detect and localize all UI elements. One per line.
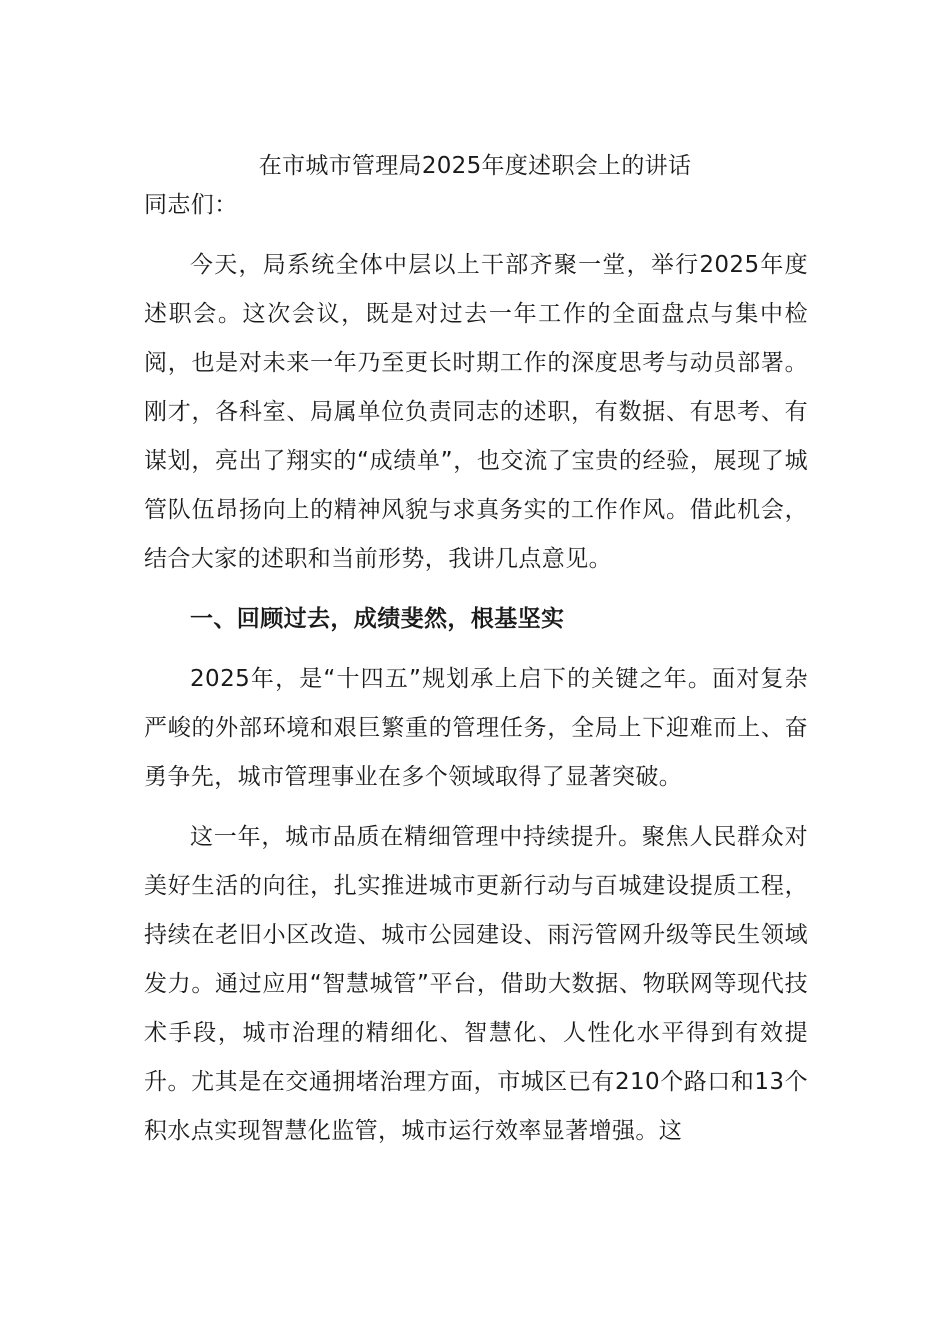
section-heading: 一、回顾过去，成绩斐然，根基坚实 — [190, 606, 565, 632]
section-paragraph: 2025年，是“十四五”规划承上启下的关键之年。面对复杂严峻的外部环境和艰巨繁重的管理任务，全局上下迎难而上、奋勇争先，城市管理事业在多个领域取得了显著突破。 — [144, 666, 808, 790]
section-paragraph: 这一年，城市品质在精细管理中持续提升。聚焦人民群众对美好生活的向往，扎实推进城市更新行动与百城建设提质工程，持续在老旧小区改造、城市公园建设、雨污管网升级等民生领域发力。通过应用“智慧城管”平台，借助大数据、物联网等现代技术手段，城市治理的精细化、智慧化、人性化水平得到有效提升。尤其是在交通拥堵治理方面，市城区已有210个路口和13个积水点实现智慧化监管，城市运行效率显著增强。这 — [144, 824, 808, 1144]
document-body — [144, 181, 808, 1167]
salutation: 同志们： — [144, 192, 238, 218]
document-title: 在市城市管理局2025年度述职会上的讲话 — [258, 153, 692, 179]
opening-paragraph: 今天，局系统全体中层以上干部齐聚一堂，举行2025年度述职会。这次会议，既是对过去一年工作的全面盘点与集中检阅，也是对未来一年乃至更长时期工作的深度思考与动员部署。刚才，各科室、局属单位负责同志的述职，有数据、有思考、有谋划，亮出了翔实的“成绩单”，也交流了宝贵的经验，展现了城管队伍昂扬向上的精神风貌与求真务实的工作作风。借此机会，结合大家的述职和当前形势，我讲几点意见。 — [144, 252, 808, 572]
